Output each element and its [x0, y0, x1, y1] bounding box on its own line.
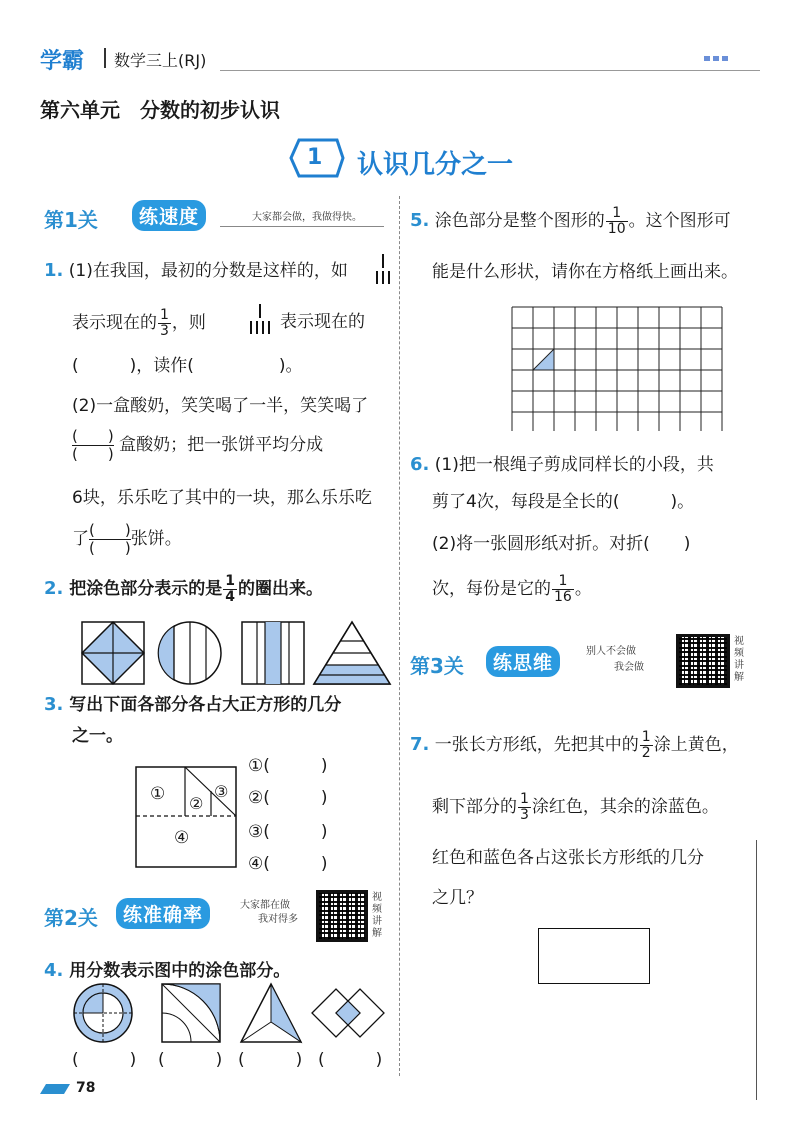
q3-answer-4[interactable]: ④( )	[248, 854, 328, 874]
header-rule	[220, 70, 760, 71]
page-number: 78	[76, 1080, 96, 1096]
q6-fraction: $\frac{1}{16}$	[554, 573, 572, 605]
header-dots	[704, 56, 730, 61]
q4-answer-1[interactable]: ( )	[72, 1050, 137, 1070]
q6-number: 6.	[410, 454, 430, 475]
q4-answer-2[interactable]: ( )	[158, 1050, 223, 1070]
q2-line	[44, 574, 323, 604]
q2-figure-striped-square[interactable]	[242, 622, 304, 684]
level3-note-b: 我会做	[614, 662, 644, 673]
q7-rectangle-figure	[538, 928, 650, 984]
q5-number: 5.	[410, 210, 430, 232]
q3-label-1: ①	[150, 784, 166, 804]
level2-note-a: 大家都在做	[240, 900, 290, 911]
q3-label-2: ②	[189, 794, 204, 813]
level1-header	[44, 200, 384, 232]
q5-text-c: 能是什么形状，请你在方格纸上画出来。	[432, 262, 738, 282]
q7-number: 7.	[410, 734, 430, 756]
q5-grid-paper[interactable]	[510, 305, 736, 431]
q5-text-b: 。这个图形可	[628, 211, 731, 232]
qr-code-icon[interactable]	[316, 890, 368, 942]
pencil-icon	[40, 1082, 70, 1096]
footer	[40, 1078, 120, 1102]
column-divider	[399, 196, 400, 1076]
q1-p1-text-d: 表示现在的	[280, 312, 365, 332]
q3-line1	[44, 696, 341, 714]
level1-badge: 练速度	[132, 200, 206, 231]
q6-p2-text-c: 。	[574, 579, 592, 600]
q4-figure-triangle	[241, 984, 301, 1042]
q7-text-b: 涂上黄色，	[653, 735, 739, 756]
q2-figure-circle[interactable]	[158, 622, 221, 684]
page-edge-line	[756, 840, 757, 1100]
q2-number: 2.	[44, 578, 64, 600]
q4-figure-overlapping-diamonds	[312, 989, 384, 1037]
q2-text-b: 的圈出来。	[238, 579, 324, 600]
q7-line2	[432, 792, 719, 822]
q1-fraction-1-3: $\frac{1}{3}$	[160, 307, 169, 339]
q1-line5	[72, 428, 323, 462]
q2-fraction: $\frac{1}{4}$	[225, 573, 236, 605]
q7-line1	[410, 730, 739, 760]
q3-answer-3[interactable]: ③( )	[248, 822, 328, 842]
q6-line1	[410, 456, 714, 474]
level3-note-a: 别人不会做	[586, 646, 636, 657]
q4-number: 4.	[44, 960, 64, 981]
level2-title: 第2关	[44, 906, 98, 930]
level2-header	[44, 890, 389, 944]
q2-figures	[70, 618, 392, 688]
q1-p2-text-b: 盒酸奶；把一张饼平均分成	[119, 435, 324, 455]
rod-numeral-1-4-icon	[248, 302, 272, 336]
section-heading	[285, 136, 545, 180]
q4-figure-rings	[74, 984, 132, 1042]
level2-qr-label: 视频讲解	[372, 892, 382, 939]
q3-number: 3.	[44, 694, 64, 715]
rod-numeral-1-3-icon	[373, 252, 393, 286]
brand-logo: 学霸	[40, 49, 85, 74]
q7-text-e: 红色和蓝色各占这张长方形纸的几分	[432, 848, 704, 868]
q1-p2-text-e: 张饼。	[130, 529, 182, 549]
header	[40, 44, 760, 74]
section-number: 1	[307, 145, 323, 170]
book-title: 数学三上(RJ)	[114, 51, 207, 70]
q1-p2-text-d: 了	[72, 529, 89, 549]
level3-badge: 练思维	[486, 646, 560, 677]
q5-line1	[410, 206, 731, 236]
q6-line4	[432, 574, 592, 604]
q4-figure-arcs-square	[162, 984, 220, 1042]
q4-figures	[66, 982, 394, 1044]
q6-p2-text-b: 次，每份是它的	[432, 579, 551, 600]
level2-badge: 练准确率	[116, 898, 210, 929]
level1-note: 大家都会做，我做得快。	[252, 212, 362, 223]
header-divider	[104, 48, 106, 68]
q1-p1-answer-line[interactable]: ( )，读作( )。	[72, 356, 303, 376]
q5-text-a: 涂色部分是整个图形的	[434, 211, 605, 232]
q1-p2-text-a: (2)一盒酸奶，笑笑喝了一半，笑笑喝了	[72, 396, 369, 416]
q3-answer-1[interactable]: ①( )	[248, 756, 328, 776]
q7-text-f: 之几？	[432, 888, 483, 908]
q6-p1-text-a: (1)把一根绳子剪成同样长的小段，共	[434, 455, 714, 475]
level1-title: 第1关	[44, 208, 98, 232]
level1-rule	[220, 226, 384, 227]
q3-text-b: 之一。	[72, 726, 123, 746]
q3-text-a: 写出下面各部分各占大正方形的几分	[69, 695, 342, 715]
q1-line7	[72, 522, 182, 556]
q2-figure-diamond[interactable]	[82, 622, 144, 684]
q1-p2-text-c: 6块，乐乐吃了其中的一块，那么乐乐吃	[72, 488, 372, 508]
q1-p1-text-c: ，则	[171, 313, 206, 334]
q3-answer-2[interactable]: ②( )	[248, 788, 328, 808]
q4-answer-4[interactable]: ( )	[318, 1050, 383, 1070]
level3-title: 第3关	[410, 654, 464, 678]
level3-header	[410, 632, 760, 688]
q7-text-a: 一张长方形纸，先把其中的	[434, 735, 639, 756]
qr-code-icon[interactable]	[676, 634, 730, 688]
q4-text: 用分数表示图中的涂色部分。	[69, 961, 291, 981]
q1-line1	[44, 262, 348, 280]
q3-label-3: ③	[214, 782, 229, 801]
q1-blank-fraction-2[interactable]: $\frac{( )}{( )}$	[89, 521, 131, 557]
q6-p2-answer-line[interactable]: (2)将一张圆形纸对折。对折( )	[432, 534, 691, 554]
q1-number: 1.	[44, 260, 64, 281]
q5-fraction: $\frac{1}{10}$	[607, 205, 626, 237]
q2-text-a: 把涂色部分表示的是	[69, 579, 223, 600]
q1-line2	[72, 308, 206, 338]
q7-fraction-b: $\frac{1}{3}$	[520, 791, 529, 823]
level2-note-b: 我对得多	[258, 914, 298, 925]
q1-blank-fraction-1[interactable]: $\frac{( )}{( )}$	[72, 427, 114, 463]
q1-p1-text-a: (1)在我国，最初的分数是这样的，如	[68, 261, 348, 281]
q6-p1-answer-line[interactable]: 剪了4次，每段是全长的( )。	[432, 492, 695, 512]
q7-fraction-a: $\frac{1}{2}$	[641, 729, 651, 761]
q3-label-4: ④	[174, 828, 190, 848]
q7-text-c: 剩下部分的	[432, 797, 517, 818]
q4-answer-3[interactable]: ( )	[238, 1050, 303, 1070]
section-title: 认识几分之一	[357, 150, 514, 180]
q7-text-d: 涂红色，其余的涂蓝色。	[531, 797, 719, 818]
q2-figure-triangle[interactable]	[314, 622, 390, 684]
unit-title: 第六单元 分数的初步认识	[40, 98, 280, 122]
q1-p1-text-b: 表示现在的	[72, 313, 157, 334]
q4-line	[44, 962, 290, 980]
level3-qr-label: 视频讲解	[734, 636, 744, 683]
